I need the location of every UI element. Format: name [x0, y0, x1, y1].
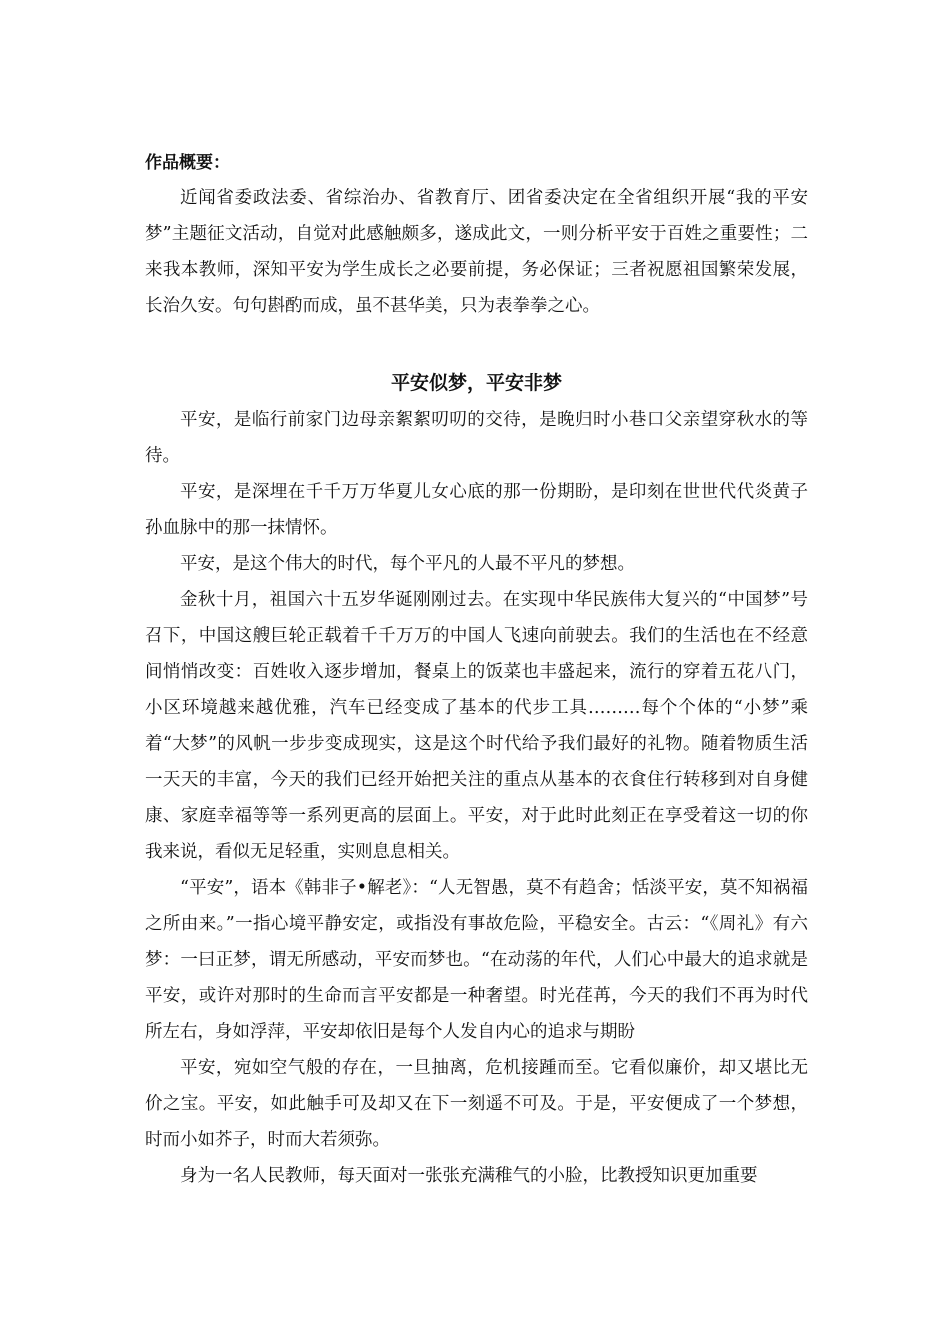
- summary-paragraph: 近闻省委政法委、省综治办、省教育厅、团省委决定在全省组织开展“我的平安梦”主题征文活动，自觉对此感触颇多，遂成此文，一则分析平安于百姓之重要性；二来我本教师，深知平安为学生成长之必要前提，务必保证；三者祝愿祖国繁荣发展，长治久安。句句斟酌而成，虽不甚华美，只为表拳拳之心。: [145, 188, 808, 316]
- essay-title: 平安似梦，平安非梦: [390, 372, 562, 394]
- essay-paragraph-3: 平安，是这个伟大的时代，每个平凡的人最不平凡的梦想。: [180, 554, 635, 574]
- summary-heading: 作品概要：: [145, 153, 230, 173]
- essay-paragraph-1: 平安，是临行前家门边母亲絮絮叨叨的交待，是晚归时小巷口父亲望穿秋水的等待。: [145, 410, 808, 466]
- essay-paragraph-4: 金秋十月，祖国六十五岁华诞刚刚过去。在实现中华民族伟大复兴的“中国梦”号召下，中国这艘巨轮正载着千千万万的中国人飞速向前驶去。我们的生活也在不经意间悄悄改变：百姓收入逐步增加，餐桌上的饭菜也丰盛起来，流行的穿着五花八门，小区环境越来越优雅，汽车已经变成了基本的代步工具………每个个体的“小梦”乘着“大梦”的风帆一步步变成现实，这是这个时代给予我们最好的礼物。随着物质生活一天天的丰富，今天的我们已经开始把关注的重点从基本的衣食住行转移到对自身健康、家庭幸福等等一系列更高的层面上。平安，对于此时此刻正在享受着这一切的你我来说，看似无足轻重，实则息息相关。: [145, 590, 808, 862]
- essay-paragraph-5: “平安”，语本《韩非子•解老》：“人无智愚，莫不有趋舍；恬淡平安，莫不知祸福之所由来。”一指心境平静安定，或指没有事故危险，平稳安全。古云：“《周礼》有六梦：一曰正梦，谓无所感动，平安而梦也。“在动荡的年代，人们心中最大的追求就是平安，或许对那时的生命而言平安都是一种奢望。时光荏苒，今天的我们不再为时代所左右，身如浮萍，平安却依旧是每个人发自内心的追求与期盼: [145, 878, 808, 1042]
- essay-paragraph-7: 身为一名人民教师，每天面对一张张充满稚气的小脸，比教授知识更加重要: [180, 1166, 758, 1186]
- essay-paragraph-6: 平安，宛如空气般的存在，一旦抽离，危机接踵而至。它看似廉价，却又堪比无价之宝。平安，如此触手可及却又在下一刻遥不可及。于是，平安便成了一个梦想，时而小如芥子，时而大若须弥。: [145, 1058, 808, 1150]
- document-content: [145, 148, 808, 1194]
- essay-paragraph-2: 平安，是深埋在千千万万华夏儿女心底的那一份期盼，是印刻在世世代代炎黄子孙血脉中的那一抹情怀。: [145, 482, 808, 538]
